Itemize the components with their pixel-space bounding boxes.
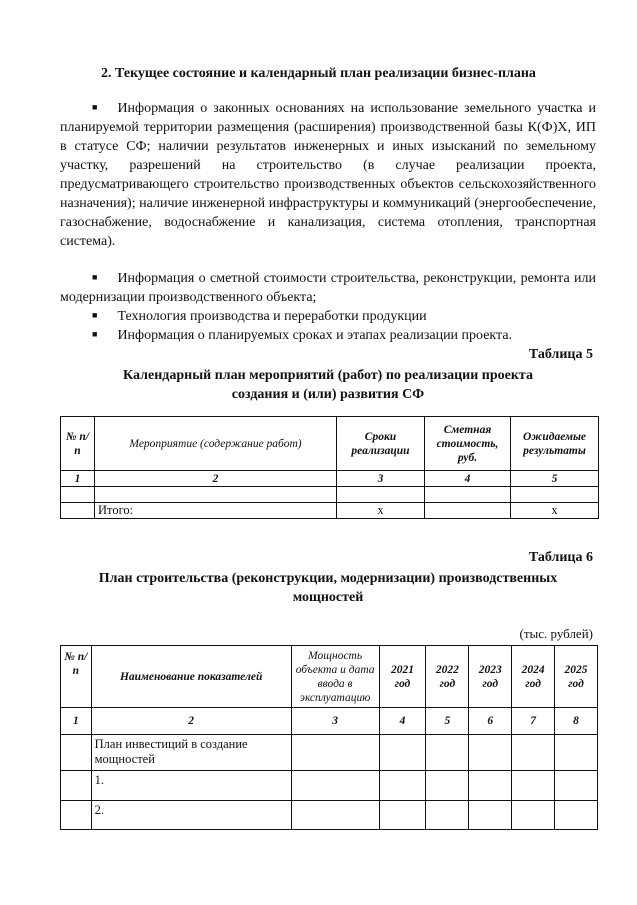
paragraph-text: Информация о законных основаниях на использование земельного участка и планируемой территории размещения (расширения) производственной базы К(Ф)Х, ИП в статусе СФ; наличии результатов инженерных и иных изысканий по земельному участку, разрешений на строительство (в случае реализации проекта, предусматривающего строительство производственных объектов сельскохозяйственного назначения); наличие инженерной инфраструктуры и коммуникаций (энергообеспечение, газоснабжение, водоснабжение и канализация, система отопления, транспортная система). bbox=[60, 101, 596, 249]
table-cell bbox=[426, 771, 469, 801]
table-cell bbox=[61, 503, 95, 519]
paragraph-text: Информация о планируемых сроках и этапах реализации проекта. bbox=[117, 328, 513, 343]
bullet-icon: ■ bbox=[92, 272, 98, 282]
col-number: 1 bbox=[61, 471, 95, 487]
header-num: № п/п bbox=[61, 417, 95, 471]
table-cell bbox=[291, 735, 379, 771]
table5-caption: Таблица 5 bbox=[528, 347, 593, 362]
total-label: Итого: bbox=[95, 503, 337, 519]
section-heading: 2. Текущее состояние и календарный план реализации бизнес-плана bbox=[101, 66, 536, 81]
total-terms: х bbox=[337, 503, 425, 519]
header-year-2024: 2024 год bbox=[512, 646, 555, 708]
table-cell bbox=[512, 801, 555, 830]
header-year-2022: 2022 год bbox=[426, 646, 469, 708]
table-cell bbox=[95, 487, 337, 503]
table-cell bbox=[425, 503, 511, 519]
header-indicator: Наименование показателей bbox=[91, 646, 291, 708]
table-cell bbox=[379, 771, 426, 801]
table-row bbox=[61, 487, 599, 503]
paragraph-schedule bbox=[60, 325, 596, 345]
table-header-row bbox=[61, 417, 599, 471]
col-number: 8 bbox=[555, 708, 598, 735]
table6-caption: Таблица 6 bbox=[528, 550, 593, 565]
table-cell bbox=[61, 735, 92, 771]
header-year-2025: 2025 год bbox=[555, 646, 598, 708]
table-cell bbox=[291, 801, 379, 830]
table-cell bbox=[511, 487, 599, 503]
column-number-row bbox=[61, 471, 599, 487]
table6 bbox=[60, 645, 598, 830]
table-cell bbox=[512, 771, 555, 801]
col-number: 7 bbox=[512, 708, 555, 735]
total-row bbox=[61, 503, 599, 519]
table-cell bbox=[469, 801, 512, 830]
table-cell bbox=[425, 487, 511, 503]
row-label: План инвестиций в создание мощностей bbox=[91, 735, 291, 771]
table-cell bbox=[379, 735, 426, 771]
paragraph-legal-basis bbox=[60, 98, 596, 251]
bullet-icon: ■ bbox=[92, 329, 98, 339]
bullet-icon: ■ bbox=[92, 102, 98, 112]
table6-title: План строительства (реконструкции, модернизации) производственных мощностей bbox=[98, 571, 558, 605]
col-number: 6 bbox=[469, 708, 512, 735]
paragraph-text: Технология производства и переработки продукции bbox=[117, 309, 427, 324]
row-label: 1. bbox=[91, 771, 291, 801]
table-cell bbox=[291, 771, 379, 801]
col-number: 2 bbox=[95, 471, 337, 487]
table-cell bbox=[469, 771, 512, 801]
table-cell bbox=[555, 735, 598, 771]
table-cell bbox=[61, 771, 92, 801]
header-activity: Мероприятие (содержание работ) bbox=[95, 417, 337, 471]
table-row bbox=[61, 771, 598, 801]
paragraph-cost-info bbox=[60, 268, 596, 307]
col-number: 5 bbox=[426, 708, 469, 735]
table-cell bbox=[61, 487, 95, 503]
table-header-row bbox=[61, 646, 598, 708]
table-row bbox=[61, 801, 598, 830]
table-cell bbox=[469, 735, 512, 771]
paragraph-text: Информация о сметной стоимости строительства, реконструкции, ремонта или модернизации производственного объекта; bbox=[60, 271, 596, 305]
bullet-icon: ■ bbox=[92, 310, 98, 320]
table-cell bbox=[337, 487, 425, 503]
col-number: 5 bbox=[511, 471, 599, 487]
row-label: 2. bbox=[91, 801, 291, 830]
table-row bbox=[61, 735, 598, 771]
table-cell bbox=[555, 771, 598, 801]
total-results: х bbox=[511, 503, 599, 519]
table-cell bbox=[512, 735, 555, 771]
table-cell bbox=[379, 801, 426, 830]
header-num: № п/п bbox=[61, 646, 92, 708]
table5 bbox=[60, 416, 599, 519]
header-year-2021: 2021 год bbox=[379, 646, 426, 708]
col-number: 3 bbox=[337, 471, 425, 487]
table-cell bbox=[426, 735, 469, 771]
table-cell bbox=[426, 801, 469, 830]
table-cell bbox=[555, 801, 598, 830]
column-number-row bbox=[61, 708, 598, 735]
units-label: (тыс. рублей) bbox=[519, 626, 593, 641]
header-cost: Сметная стоимость, руб. bbox=[425, 417, 511, 471]
header-results: Ожидаемые результаты bbox=[511, 417, 599, 471]
col-number: 1 bbox=[61, 708, 92, 735]
table5-title: Календарный план мероприятий (работ) по реализации проекта создания и (или) развития СФ bbox=[123, 368, 533, 402]
table-cell bbox=[61, 801, 92, 830]
col-number: 4 bbox=[379, 708, 426, 735]
col-number: 3 bbox=[291, 708, 379, 735]
paragraph-technology bbox=[60, 306, 596, 326]
header-terms: Сроки реализации bbox=[337, 417, 425, 471]
header-capacity: Мощность объекта и дата ввода в эксплуатацию bbox=[291, 646, 379, 708]
header-year-2023: 2023 год bbox=[469, 646, 512, 708]
col-number: 4 bbox=[425, 471, 511, 487]
col-number: 2 bbox=[91, 708, 291, 735]
